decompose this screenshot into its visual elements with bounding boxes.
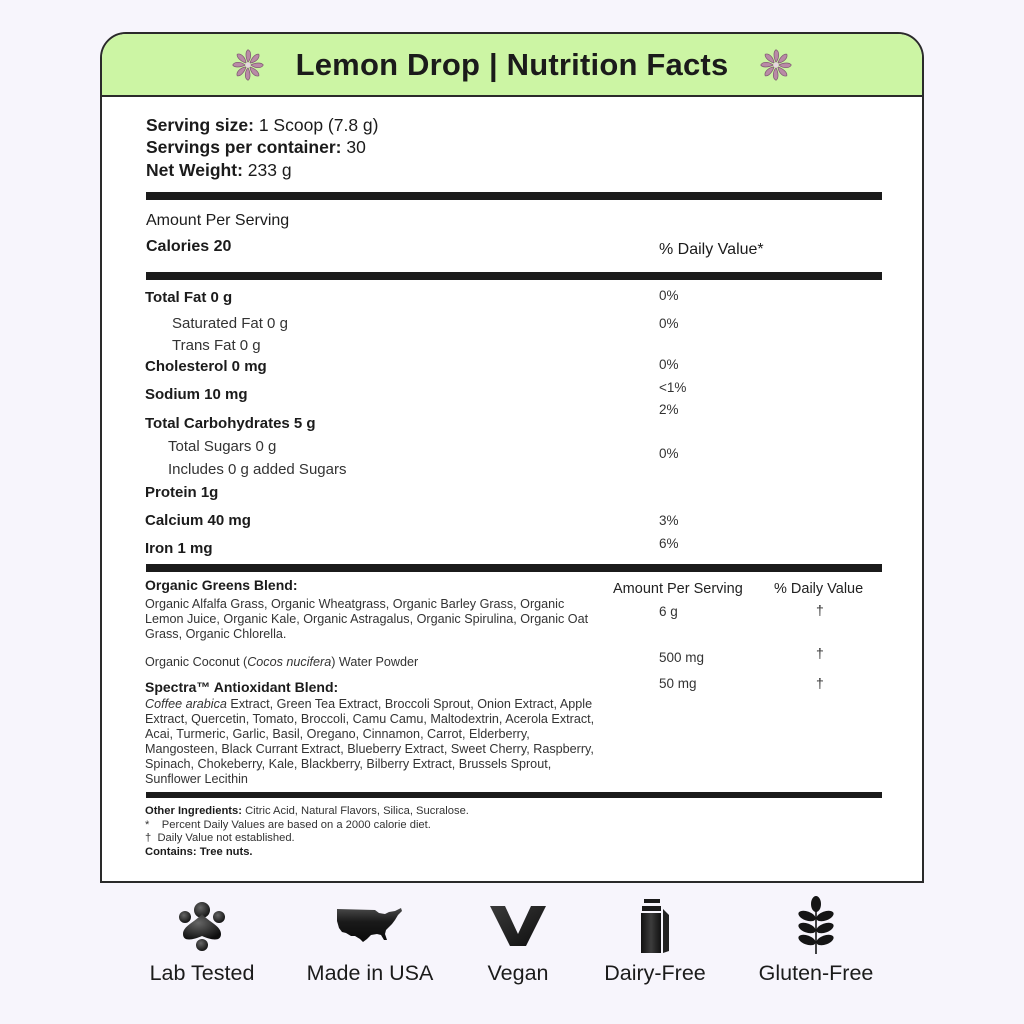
blend-dv-header: % Daily Value	[774, 581, 864, 597]
vegan-v-icon	[488, 904, 548, 948]
dv-total-carbohydrates: 2%	[659, 402, 679, 417]
badge-made-in-usa	[303, 895, 437, 986]
nutrient-trans-fat: Trans Fat 0 g	[172, 337, 261, 354]
dv-cholesterol: 0%	[659, 357, 679, 372]
wheat-icon	[796, 896, 836, 956]
spectra-blend-title: Spectra™ Antioxidant Blend:	[145, 679, 339, 695]
nutrient-total-fat: Total Fat 0 g	[145, 289, 233, 306]
pinwheel-flower-icon	[758, 47, 794, 83]
dagger-footnote: † Daily Value not established.	[145, 832, 295, 844]
nutrient-sodium: Sodium 10 mg	[145, 386, 248, 403]
nutrient-calcium: Calcium 40 mg	[145, 512, 251, 529]
badge-label: Made in USA	[306, 961, 434, 985]
dv-iron: 6%	[659, 536, 679, 551]
greens-blend-amount: 6 g	[659, 604, 678, 619]
dv-added-sugars: 0%	[659, 446, 679, 461]
panel-title: Lemon Drop | Nutrition Facts	[295, 46, 729, 82]
dv-calcium: 3%	[659, 513, 679, 528]
nutrient-protein: Protein 1g	[145, 484, 219, 501]
product-badges	[0, 895, 1024, 1005]
nutrient-iron: Iron 1 mg	[145, 540, 213, 557]
nutrient-saturated-fat: Saturated Fat 0 g	[172, 315, 288, 332]
spectra-blend-dv: †	[816, 675, 824, 691]
servings-per-container: Servings per container: 30	[146, 137, 366, 157]
nutrient-added-sugars: Includes 0 g added Sugars	[168, 461, 347, 478]
daily-value-header: % Daily Value*	[659, 241, 764, 258]
divider-bar	[146, 564, 882, 572]
molecule-icon	[177, 900, 227, 952]
badge-gluten-free	[752, 895, 880, 986]
badge-label: Vegan	[487, 961, 549, 985]
pinwheel-flower-icon	[230, 47, 266, 83]
allergen-statement: Contains: Tree nuts.	[145, 846, 253, 858]
greens-blend-ingredients: Organic Alfalfa Grass, Organic Wheatgrass, Organic Barley Grass, Organic Lemon Juice, Organic Kale, Organic Astragalus, Organic Spirulina, Organic Oat Grass, Organic Chlorella.	[145, 597, 589, 641]
badge-dairy-free	[598, 895, 712, 986]
dv-saturated-fat: 0%	[659, 316, 679, 331]
dv-sodium: <1%	[659, 380, 687, 395]
usa-map-icon	[335, 906, 405, 946]
dv-total-fat: 0%	[659, 288, 679, 303]
nutrient-cholesterol: Cholesterol 0 mg	[145, 358, 267, 375]
divider-bar	[146, 792, 882, 798]
milk-carton-icon	[639, 897, 671, 955]
badge-lab-tested	[146, 895, 258, 986]
serving-size: Serving size: 1 Scoop (7.8 g)	[146, 115, 379, 135]
other-ingredients: Other Ingredients: Citric Acid, Natural Flavors, Silica, Sucralose.	[145, 805, 469, 817]
panel-header	[102, 34, 922, 97]
badge-vegan	[478, 895, 558, 986]
amount-per-serving-label: Amount Per Serving	[146, 212, 290, 229]
divider-bar	[146, 192, 882, 200]
coconut-water-ingredient: Organic Coconut (Cocos nucifera) Water Powder	[145, 655, 419, 669]
calories: Calories 20	[146, 238, 232, 255]
spectra-blend-amount: 50 mg	[659, 676, 697, 691]
divider-bar	[146, 272, 882, 280]
coconut-amount: 500 mg	[659, 650, 705, 665]
greens-blend-title: Organic Greens Blend:	[145, 577, 298, 593]
greens-blend-dv: †	[816, 602, 824, 618]
badge-label: Dairy-Free	[604, 961, 706, 985]
spectra-blend-ingredients: Coffee arabica Extract, Green Tea Extract, Broccoli Sprout, Onion Extract, Apple Extract, Quercetin, Tomato, Broccoli, Camu Camu, Maltodextrin, Acerola Extract, Acai, Turmeric, Garlic, Basil, Oregano, Cinnamon, Carrot, Elderberry, Mangosteen, Black Currant Extract, Blueberry Extract, Sweet Cherry, Raspberry, Spinach, Chokeberry, Kale, Blackberry, Bilberry Extract, Brussels Sprout, Sunflower Lecithin	[145, 697, 595, 786]
badge-label: Gluten-Free	[758, 961, 874, 985]
nutrient-total-sugars: Total Sugars 0 g	[168, 438, 277, 455]
nutrient-total-carbohydrates: Total Carbohydrates 5 g	[145, 415, 316, 432]
net-weight: Net Weight: 233 g	[146, 160, 292, 180]
coconut-dv: †	[816, 645, 824, 661]
blend-amount-header: Amount Per Serving	[613, 581, 743, 597]
daily-value-footnote: * Percent Daily Values are based on a 2000 calorie diet.	[145, 819, 431, 831]
nutrition-facts-panel	[100, 32, 924, 883]
badge-label: Lab Tested	[149, 961, 255, 985]
